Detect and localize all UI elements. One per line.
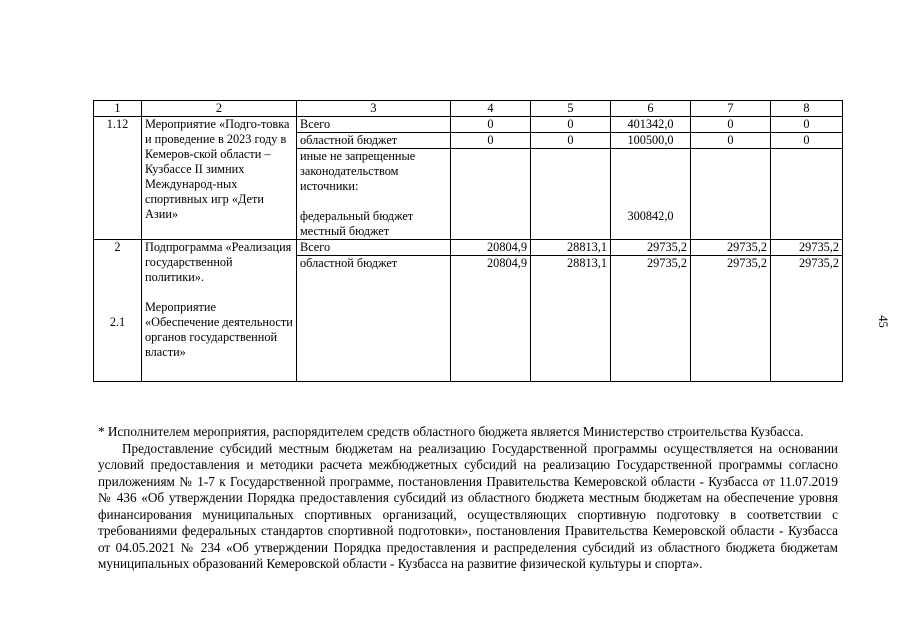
column-header: 6 xyxy=(611,101,691,117)
sub-measure-name: Мероприятие «Обеспечение деятельности органов государственной власти» xyxy=(145,300,293,359)
value-cell xyxy=(451,149,531,225)
table-header-row xyxy=(94,101,843,117)
footnote: * Исполнителем мероприятия, распорядителем средств областного бюджета является Министерство строительства Кузбасса. xyxy=(98,424,804,439)
value-cell: 29735,2 xyxy=(771,240,843,256)
column-header: 2 xyxy=(142,101,297,117)
value-cell: 29735,2 xyxy=(771,256,843,382)
table-row xyxy=(94,117,843,133)
value-cell: 0 xyxy=(771,117,843,133)
value-cell: 100500,0 xyxy=(611,133,691,149)
page-number: 45 xyxy=(875,315,890,328)
column-header: 4 xyxy=(451,101,531,117)
column-header: 1 xyxy=(94,101,142,117)
value-cell: 29735,2 xyxy=(611,240,691,256)
local-budget-label: местный бюджет xyxy=(297,224,451,240)
value-cell: 28813,1 xyxy=(531,240,611,256)
value-cell: 28813,1 xyxy=(531,256,611,382)
column-header: 3 xyxy=(297,101,451,117)
value-cell: 0 xyxy=(531,117,611,133)
value-cell: 29735,2 xyxy=(611,256,691,382)
value-cell: 300842,0 xyxy=(611,149,691,225)
source-label: областной бюджет xyxy=(297,256,451,382)
row-number: 1.12 xyxy=(94,117,142,240)
column-header: 7 xyxy=(691,101,771,117)
source-label: областной бюджет xyxy=(297,133,451,149)
value-cell: 0 xyxy=(451,133,531,149)
row-number: 2 xyxy=(114,240,121,254)
sub-row-number: 2.1 xyxy=(109,315,126,329)
source-label: Всего xyxy=(297,240,451,256)
notes-section xyxy=(98,424,838,573)
value-cell: 20804,9 xyxy=(451,256,531,382)
source-label: Всего xyxy=(297,117,451,133)
federal-budget-label: федеральный бюджет xyxy=(300,209,414,223)
value-cell: 20804,9 xyxy=(451,240,531,256)
row-number-cell xyxy=(94,240,142,382)
subprogram-cell xyxy=(142,240,297,382)
value-cell xyxy=(531,149,611,225)
value-cell: 0 xyxy=(691,117,771,133)
body-paragraph: Предоставление субсидий местным бюджетам на реализацию Государственной программы осуществляется на основании условий предоставления и методики расчета межбюджетных субсидий на реализацию Государственной программы согласно приложениям № 1-7 к Государственной программе, постановления Правительства Кемеровской области - Кузбасса от 11.07.2019 № 436 «Об утверждении Порядка предоставления субсидий из областного бюджета местным бюджетам на обеспечение уровня финансирования муниципальных спортивных организаций, осуществляющих спортивную подготовку в соответствии с требованиями федеральных стандартов спортивной подготовки», постановления Правительства Кемеровской области - Кузбасса от 04.05.2021 № 234 «Об утверждении Порядка предоставления и распределения субсидий из областного бюджета бюджетам муниципальных образований Кемеровской области - Кузбасса на развитие физической культуры и спорта». xyxy=(98,440,838,571)
value-cell: 0 xyxy=(691,133,771,149)
source-cell xyxy=(297,149,451,225)
subprogram-name: Подпрограмма «Реализация государственной политики». xyxy=(145,240,292,284)
value-cell: 29735,2 xyxy=(691,240,771,256)
value-cell: 0 xyxy=(531,133,611,149)
value-cell: 0 xyxy=(771,133,843,149)
column-header: 8 xyxy=(771,101,843,117)
value-cell xyxy=(691,149,771,225)
measure-name: Мероприятие «Подго-товка и проведение в 2023 году в Кемеров-ской области – Кузбассе II зимних Международ-ных спортивных игр «Дети Азии» xyxy=(142,117,297,240)
value-cell xyxy=(771,149,843,225)
value-cell: 0 xyxy=(451,117,531,133)
value-cell: 401342,0 xyxy=(611,117,691,133)
column-header: 5 xyxy=(531,101,611,117)
table-row xyxy=(94,240,843,256)
budget-table xyxy=(93,100,843,382)
other-sources-label: иные не запрещенные законодательством источники: xyxy=(300,149,416,193)
value-cell: 29735,2 xyxy=(691,256,771,382)
